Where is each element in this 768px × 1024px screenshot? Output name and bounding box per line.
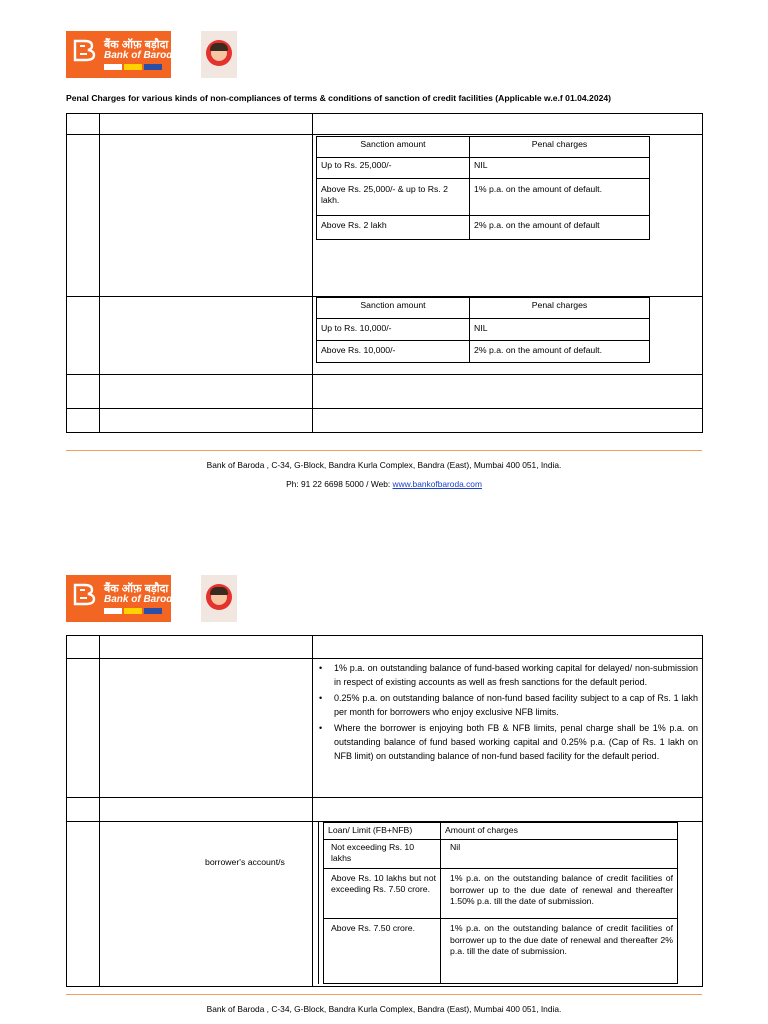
col-desc-divider (99, 635, 313, 987)
table-cell: 2% p.a. on the amount of default (469, 215, 650, 240)
row-divider (66, 658, 703, 659)
table-cell: 1% p.a. on the amount of default. (469, 178, 650, 216)
table-cell: Above Rs. 25,000/- & up to Rs. 2 lakh. (316, 178, 470, 216)
table-header: Sanction amount (316, 136, 470, 158)
table-cell: Above Rs. 10 lakhs but not exceeding Rs. 7.50 crore. (323, 868, 441, 919)
logo-english-text: Bank of Baroda (104, 50, 178, 61)
mascot-logo (201, 31, 237, 78)
footer-address: Bank of Baroda , C-34, G-Block, Bandra Kurla Complex, Bandra (East), Mumbai 400 051, India. (206, 460, 562, 470)
bank-logo-page2 (66, 575, 178, 622)
table-cell: Up to Rs. 25,000/- (316, 157, 470, 179)
table-cell: Above Rs. 2 lakh (316, 215, 470, 240)
col-desc-divider (99, 113, 313, 433)
table-header: Penal charges (469, 297, 650, 319)
row-label: borrower's account/s (205, 857, 285, 867)
footer-address: Bank of Baroda , C-34, G-Block, Bandra Kurla Complex, Bandra (East), Mumbai 400 051, India. (206, 1004, 562, 1014)
footer-rule (66, 450, 702, 451)
table-cell: Above Rs. 10,000/- (316, 340, 470, 363)
table-cell: Up to Rs. 10,000/- (316, 318, 470, 341)
row-divider (66, 374, 703, 375)
bank-logo (66, 31, 178, 78)
bullet-item: • Where the borrower is enjoying both FB & NFB limits, penal charge shall be 1% p.a. on outstanding balance of fund based working capital and 0.25% p.a. (Cap of Rs. 1 lakh on NFB limit) on outstanding balance of non-fund based facility for the default period. (316, 721, 698, 763)
footer-phone: Ph: 91 22 6698 5000 / Web: (286, 479, 393, 489)
table-cell: Above Rs. 7.50 crore. (323, 918, 441, 984)
table-cell: Nil (440, 839, 678, 869)
logo-hindi-text: बैंक ऑफ़ बड़ौदा (104, 583, 169, 595)
table-cell: Not exceeding Rs. 10 lakhs (323, 839, 441, 869)
bank-emblem-icon (72, 37, 98, 63)
footer-contact (0, 479, 768, 489)
bank-emblem-icon (72, 581, 98, 607)
logo-english-text: Bank of Baroda (104, 594, 178, 605)
website-link[interactable]: www.bankofbaroda.com (392, 479, 482, 489)
table-cell: 1% p.a. on the outstanding balance of credit facilities of borrower up to the due date of renewal and thereafter 2% p.a. till the date of submission. (440, 918, 678, 984)
logo-strip (104, 64, 162, 70)
table-header: Sanction amount (316, 297, 470, 319)
row-divider (66, 408, 703, 409)
logo-strip (104, 608, 162, 614)
row-divider (66, 797, 703, 798)
table-header: Penal charges (469, 136, 650, 158)
fb-nfb-bullets (316, 661, 698, 765)
col-sr-divider (66, 113, 100, 433)
table-cell: NIL (469, 157, 650, 179)
bullet-item: • 1% p.a. on outstanding balance of fund-based working capital for delayed/ non-submission in respect of existing accounts as well as fresh sanctions for the default period. (316, 661, 698, 689)
table-header: Loan/ Limit (FB+NFB) (323, 822, 441, 840)
table-cell: 1% p.a. on the outstanding balance of credit facilities of borrower up to the due date of renewal and thereafter 1.50% p.a. till the date of submission. (440, 868, 678, 919)
row-divider (66, 134, 703, 135)
footer-rule (66, 994, 702, 995)
table-cell: 2% p.a. on the amount of default. (469, 340, 650, 363)
bullet-item: • 0.25% p.a. on outstanding balance of non-fund based facility subject to a cap of Rs. 1 lakh per month for borrowers who enjoy exclusive NFB limits. (316, 691, 698, 719)
table-cell: NIL (469, 318, 650, 341)
col-sr-divider (66, 635, 100, 987)
page-title: Penal Charges for various kinds of non-compliances of terms & conditions of sanction of credit facilities (Applicable w.e.f 01.04.2024) (66, 93, 612, 103)
mascot-logo-page2 (201, 575, 237, 622)
logo-hindi-text: बैंक ऑफ़ बड़ौदा (104, 39, 169, 51)
table-header: Amount of charges (440, 822, 678, 840)
